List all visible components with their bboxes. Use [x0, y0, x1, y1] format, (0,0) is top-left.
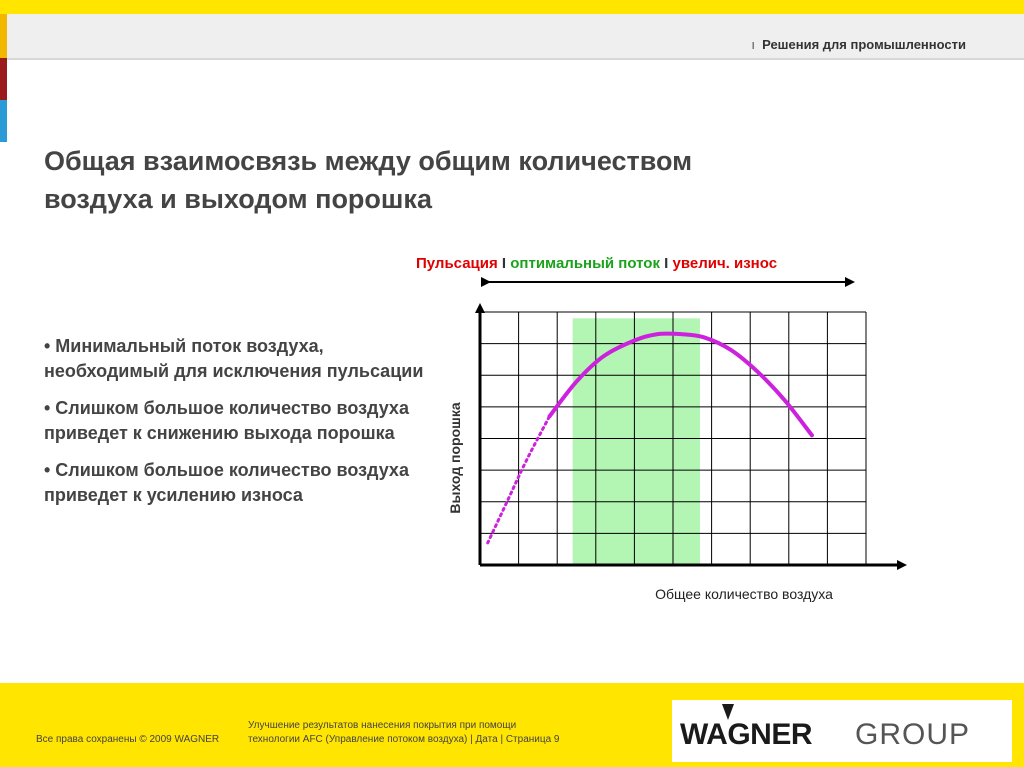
section-separator: I [751, 41, 755, 52]
zone-separator: I [664, 255, 669, 272]
copyright-text: Все права сохранены © 2009 WAGNER [36, 734, 220, 745]
y-axis-label: Выход порошка [447, 402, 463, 514]
zone-label-pulsation: Пульсация [416, 255, 498, 272]
x-axis-label: Общее количество воздуха [655, 586, 833, 602]
bullet-item: • Слишком большое количество воздуха приведет к снижению выхода порошка [44, 398, 409, 443]
top-accent-bar [0, 0, 1024, 14]
chart [430, 270, 910, 610]
zone-label-optimal: оптимальный поток [510, 255, 660, 272]
section-label-text: Решения для промышленности [762, 37, 966, 52]
zone-separator: I [501, 255, 507, 272]
footer-description [248, 719, 648, 747]
side-strip-blue [0, 100, 7, 142]
footer-description-line-1: Улучшение результатов нанесения покрытия при помощи [248, 720, 517, 731]
logo-wagner-text: WAGNER [680, 718, 812, 751]
side-strip-yellow [0, 14, 7, 58]
bullet-item: • Слишком большое количество воздуха приведет к усилению износа [44, 460, 409, 505]
page-title-line-2: воздуха и выходом порошка [44, 184, 432, 214]
header-divider [7, 58, 1024, 60]
chart-svg [430, 270, 910, 610]
page-title [44, 142, 924, 218]
zone-label-wear: увелич. износ [672, 255, 778, 272]
optimal-zone [573, 318, 700, 565]
page-title-line-1: Общая взаимосвязь между общим количеством [44, 146, 693, 176]
bullet-item: • Минимальный поток воздуха, необходимый для исключения пульсации [44, 336, 424, 381]
wagner-group-logo [672, 700, 1012, 762]
footer-description-line-2: технологии AFC (Управление потоком воздуха) | Дата | Страница 9 [248, 734, 560, 745]
section-label [752, 37, 966, 52]
logo-group-text: GROUP [855, 718, 971, 751]
side-strip-red [0, 58, 7, 100]
bullet-list [44, 334, 424, 520]
